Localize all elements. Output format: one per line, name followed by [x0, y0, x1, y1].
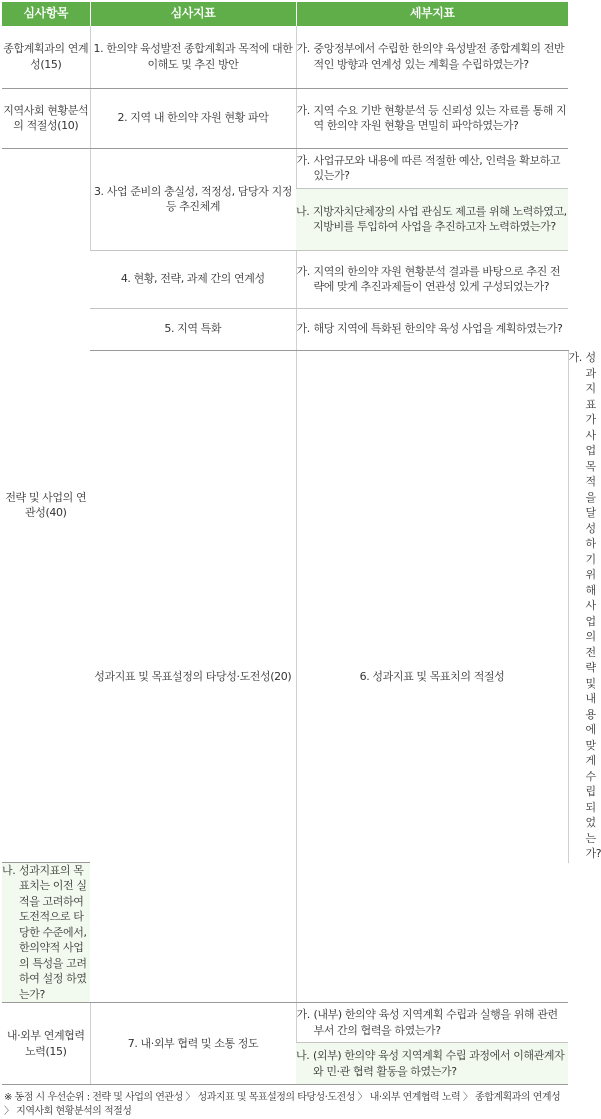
detail-text: 지역의 한의약 자원 현황분석 결과를 바탕으로 추진 전략에 맞게 추진과제들이 연관성 있게 구성되었는가?	[314, 264, 569, 295]
tie-break-footnote: ※ 동점 시 우선순위 : 전략 및 사업의 연관성 〉 성과지표 및 목표설정의 타당성·도전성 〉 내·외부 연계협력 노력 〉 종합계획과의 연계성 〉 지역사회 현황분석의 적절성	[2, 1091, 568, 1119]
indicator-cell	[90, 88, 296, 148]
detail-marker: 가.	[297, 264, 314, 295]
indicator-label: 2. 지역 내 한의약 자원 현황 파악	[118, 111, 269, 124]
detail-text: 성과지표가 사업 목적을 달성하기 위해 사업의 전략 및 내용에 맞게 수립 되었는가?	[586, 350, 601, 862]
category-cell	[2, 26, 90, 88]
detail-marker: 가.	[297, 41, 314, 72]
evaluation-criteria	[2, 0, 568, 1119]
header-indicator: 심사지표	[90, 2, 296, 26]
indicator-label: 7. 내·외부 협력 및 소통 정도	[128, 1037, 259, 1050]
table-row	[2, 88, 568, 148]
table-row	[2, 26, 568, 88]
detail-marker: 가.	[297, 1007, 314, 1038]
detail-text: (내부) 한의약 육성 지역계획 수립과 실행을 위해 관련 부서 간의 협력을 하였는가?	[314, 1007, 569, 1038]
indicator-label: 3. 사업 준비의 충실성, 적정성, 담당자 지정 등 추진체계	[94, 185, 292, 214]
detail-cell	[296, 1043, 568, 1085]
indicator-cell	[90, 1003, 296, 1085]
category-label: 성과지표 및 목표설정의 타당성·도전성(20)	[94, 670, 291, 683]
detail-text: 사업규모와 내용에 따른 적절한 예산, 인력을 확보하고 있는가?	[314, 153, 569, 184]
indicator-label: 4. 현황, 전략, 과제 간의 연계성	[121, 272, 265, 285]
category-cell	[2, 1003, 90, 1085]
detail-marker: 가.	[297, 153, 314, 184]
category-cell	[90, 350, 296, 1003]
table-row	[2, 148, 568, 188]
detail-cell	[296, 250, 568, 308]
detail-cell	[2, 862, 90, 1003]
detail-cell	[296, 1003, 568, 1043]
indicator-cell	[296, 350, 568, 1003]
detail-marker: 가.	[297, 321, 314, 337]
detail-cell	[296, 188, 568, 250]
detail-text: 성과지표의 목표치는 이전 실적을 고려하여 도전적으로 타당한 수준에서, 한의약적 사업의 특성을 고려하여 설정 하였는가?	[19, 863, 90, 1003]
indicator-cell	[90, 308, 296, 350]
category-label: 지역사회 현황분석의 적절성(10)	[3, 104, 88, 133]
indicator-cell	[90, 250, 296, 308]
category-label: 내·외부 연계협력 노력(15)	[7, 1029, 85, 1058]
indicator-label: 1. 한의약 육성발전 종합계획과 목적에 대한 이해도 및 추진 방안	[93, 42, 292, 71]
detail-text: 지역 수요 기반 현황분석 등 신뢰성 있는 자료를 통해 지역 한의약 자원 현황을 면밀히 파악하였는가?	[314, 103, 569, 134]
detail-marker: 나.	[296, 1048, 313, 1079]
detail-marker: 가.	[297, 103, 314, 134]
detail-marker: 나.	[296, 204, 313, 235]
detail-cell	[296, 26, 568, 88]
detail-text: (외부) 한의약 육성 지역계획 수립 과정에서 이해관계자와 민·관 협력 활동을 하였는가?	[313, 1048, 568, 1079]
detail-cell	[296, 148, 568, 188]
table-header-row	[2, 2, 568, 26]
detail-marker: 나.	[2, 863, 19, 1003]
indicator-cell	[90, 26, 296, 88]
indicator-label: 6. 성과지표 및 목표치의 적절성	[360, 670, 505, 683]
detail-cell	[296, 88, 568, 148]
header-category: 심사항목	[2, 2, 90, 26]
detail-text: 중앙정부에서 수립한 한의약 육성발전 종합계획의 전반적인 방향과 연계성 있는 계획을 수립하였는가?	[314, 41, 569, 72]
category-label: 전략 및 사업의 연관성(40)	[5, 491, 86, 520]
detail-cell	[296, 308, 568, 350]
detail-text: 지방자치단체장의 사업 관심도 제고를 위해 노력하였고, 지방비를 투입하여 사업을 추진하고자 노력하였는가?	[313, 204, 568, 235]
indicator-cell	[90, 148, 296, 250]
detail-text: 해당 지역에 특화된 한의약 육성 사업을 계획하였는가?	[314, 321, 569, 337]
table-row	[2, 1003, 568, 1043]
category-cell	[2, 148, 90, 862]
indicator-label: 5. 지역 특화	[164, 322, 221, 335]
category-cell	[2, 88, 90, 148]
detail-marker: 가.	[569, 350, 586, 862]
category-label: 종합계획과의 연계성(15)	[3, 42, 88, 71]
header-detail: 세부지표	[296, 2, 568, 26]
evaluation-table	[2, 2, 568, 1085]
